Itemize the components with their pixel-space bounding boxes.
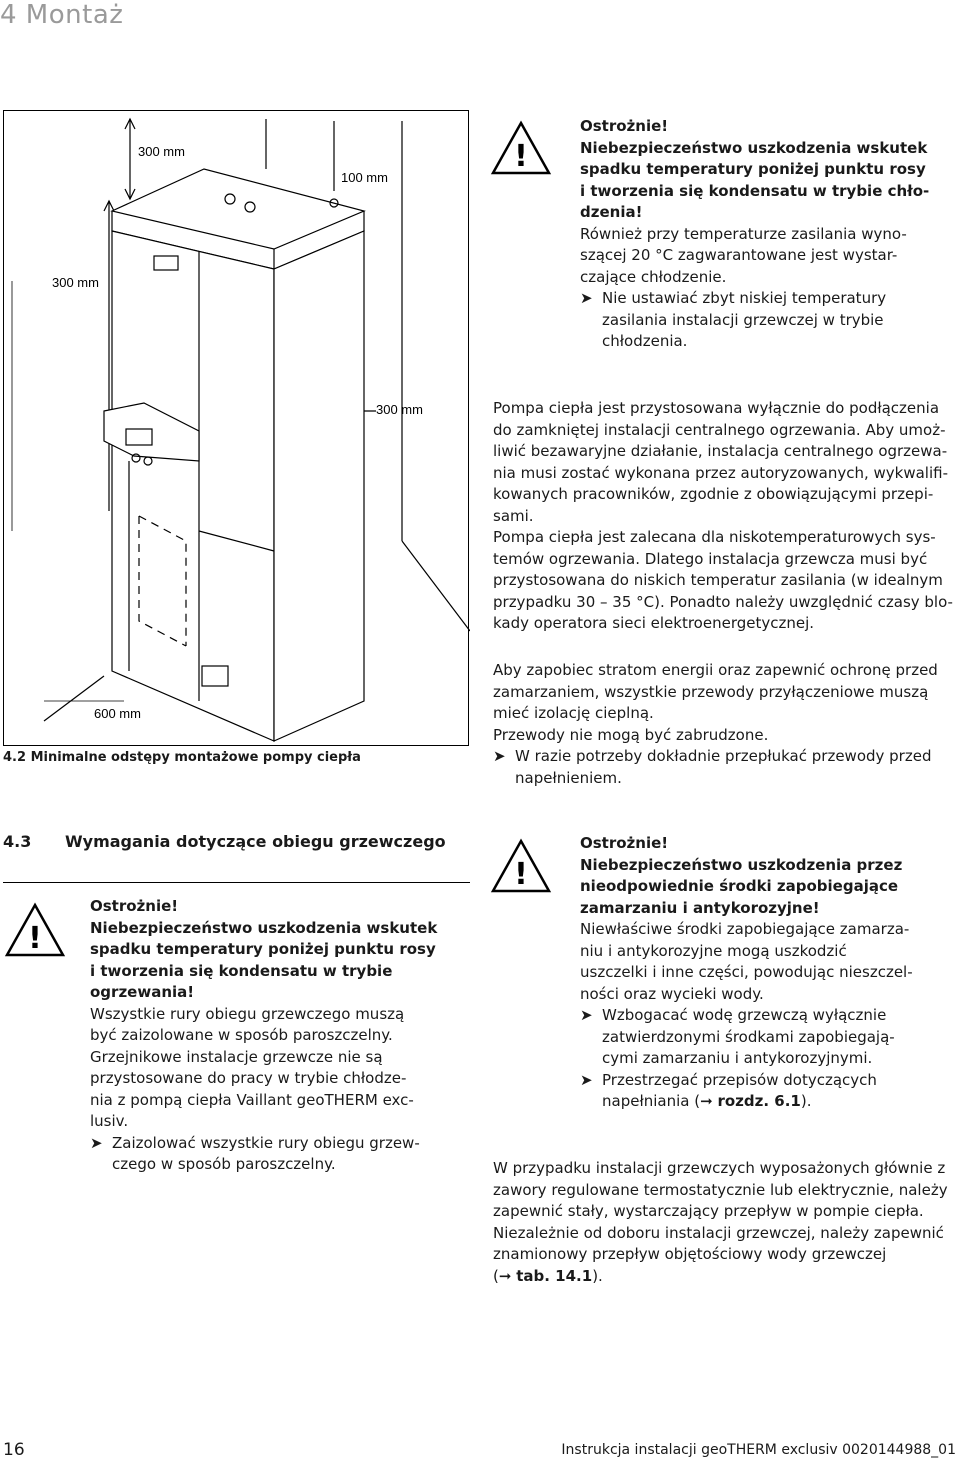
warning-body-line: ności oraz wycieki wody. xyxy=(580,984,764,1003)
warning-bold-line: spadku temperatury poniżej punktu rosy xyxy=(90,940,436,958)
warning-icon xyxy=(4,902,66,962)
dim-front-label: 600 mm xyxy=(94,706,141,721)
section-heading xyxy=(3,832,446,851)
svg-text:!: ! xyxy=(514,857,528,892)
warning-body-line: niu i antykorozyjne mogą uszkodzić xyxy=(580,941,847,960)
text-line: W przypadku instalacji grzewczych wyposażonych głównie z xyxy=(493,1159,946,1177)
warning-body-line: Wszystkie rury obiegu grzewczego muszą xyxy=(90,1004,405,1023)
bullet-line: chłodzenia. xyxy=(602,332,688,350)
warning-bullet xyxy=(90,1133,470,1176)
warning-body-line: nia z pompą ciepła Vaillant geoTHERM exc- xyxy=(90,1090,414,1109)
paragraph-intended-use xyxy=(493,398,959,635)
document-id: Instrukcja instalacji geoTHERM exclusiv 0020144988_01 xyxy=(561,1442,956,1458)
paragraph-insulation xyxy=(493,660,959,789)
bullet-line: Nie ustawiać zbyt niskiej temperatury xyxy=(602,289,887,307)
bullet-line: zatwierdzonymi środkami zapobiegają- xyxy=(602,1027,895,1046)
text-line: kowanych pracowników, zgodnie z obowiązującymi przepi- xyxy=(493,485,934,503)
bullet-line: Wzbogacać wodę grzewczą wyłącznie xyxy=(602,1006,887,1024)
dim-right-wall-label: 300 mm xyxy=(376,402,423,417)
warning-cooling xyxy=(580,116,958,353)
section-title: Wymagania dotyczące obiegu grzewczego xyxy=(65,832,446,851)
bullet-line: czego w sposób paroszczelny. xyxy=(112,1155,336,1173)
text-line: zapewnić stały, wystarczający przepływ w pompie ciepła. xyxy=(493,1202,924,1220)
text-line: Pompa ciepła jest zalecana dla niskotemperaturowych sys- xyxy=(493,528,936,546)
text-line: do zamkniętej instalacji centralnego ogrzewania. Aby umoż- xyxy=(493,420,946,439)
text-line: kady operatora sieci elektroenergetycznej. xyxy=(493,614,815,632)
bullet-line: Przestrzegać przepisów dotyczących xyxy=(602,1070,877,1089)
section-rule xyxy=(3,882,470,883)
dim-top-right-label: 100 mm xyxy=(341,170,388,185)
warning-body-line: przystosowane do pracy w trybie chłodze- xyxy=(90,1069,407,1087)
dim-left-label: 300 mm xyxy=(52,275,99,290)
warning-bold-line: nieodpowiednie środki zapobiegające xyxy=(580,877,899,895)
text-line: Aby zapobiec stratom energii oraz zapewnić ochronę przed xyxy=(493,661,938,679)
paragraph-flow-rate xyxy=(493,1158,959,1287)
warning-body-line: Również przy temperaturze zasilania wyno- xyxy=(580,224,907,243)
text-line: nia musi zostać wykonana przez autoryzowanych, wykwalifi- xyxy=(493,463,949,482)
text-line: mieć izolację cieplną. xyxy=(493,704,654,722)
warning-bold-line: ogrzewania! xyxy=(90,983,195,1001)
text-line: temów ogrzewania. Dlatego instalacja grzewcza musi być xyxy=(493,549,928,568)
text-line: Przewody nie mogą być zabrudzone. xyxy=(493,725,769,744)
ref-arrow-icon: ➞ xyxy=(700,1092,713,1110)
warning-bold-line: Niebezpieczeństwo uszkodzenia przez xyxy=(580,855,903,874)
text-line: liwić bezawaryjne działanie, instalacja centralnego ogrzewa- xyxy=(493,442,948,460)
bullet-line: cymi zamarzaniu i antykorozyjnymi. xyxy=(602,1049,873,1067)
text-line: znamionowy przepływ objętościowy wody grzewczej xyxy=(493,1245,887,1263)
text-line: przystosowana do niskich temperatur zasilania (w idealnym xyxy=(493,571,943,589)
warning-body-line: Grzejnikowe instalacje grzewcze nie są xyxy=(90,1047,383,1066)
page-number: 16 xyxy=(3,1440,25,1460)
warning-icon xyxy=(490,838,552,898)
dim-top-label: 300 mm xyxy=(138,144,185,159)
warning-heating xyxy=(90,896,470,1176)
warning-bullet xyxy=(580,1070,958,1113)
bullet-arrow-icon: ➤ xyxy=(580,1070,593,1089)
bullet-line: zasilania instalacji grzewczej w trybie xyxy=(602,310,884,329)
warning-bold-line: Niebezpieczeństwo uszkodzenia wskutek xyxy=(580,138,928,157)
heat-pump-illustration xyxy=(4,111,470,747)
warning-title: Ostrożnie! xyxy=(580,834,669,852)
warning-bullet xyxy=(580,1005,958,1070)
warning-body-line: uszczelki i inne części, powodując nieszczel- xyxy=(580,963,913,981)
warning-title: Ostrożnie! xyxy=(580,117,669,135)
figure-caption-text: Minimalne odstępy montażowe pompy ciepła xyxy=(30,750,361,765)
warning-body-line: szącej 20 °C zagwarantowane jest wystar- xyxy=(580,246,898,264)
warning-bold-line: i tworzenia się kondensatu w trybie chło- xyxy=(580,181,930,200)
svg-text:!: ! xyxy=(514,139,528,174)
figure-caption-number: 4.2 xyxy=(3,750,27,765)
text-line: (➞ tab. 14.1). xyxy=(493,1266,603,1285)
text-line: Niezależnie od doboru instalacji grzewczej, należy zapewnić xyxy=(493,1223,944,1242)
bullet-arrow-icon: ➤ xyxy=(90,1133,103,1152)
cross-reference-link[interactable]: rozdz. 6.1 xyxy=(717,1092,801,1110)
warning-body-line: lusiv. xyxy=(90,1112,129,1130)
ref-arrow-icon: ➞ xyxy=(498,1266,512,1285)
warning-body-line: być zaizolowane w sposób paroszczelny. xyxy=(90,1026,393,1044)
warning-bold-line: zamarzaniu i antykorozyjne! xyxy=(580,898,820,917)
text-line: przypadku 30 – 35 °C). Ponadto należy uwzględnić czasy blo- xyxy=(493,592,953,611)
text-line: zamarzaniem, wszystkie przewody przyłączeniowe muszą xyxy=(493,682,929,701)
warning-body-line: czające chłodzenie. xyxy=(580,267,727,286)
figure-clearances xyxy=(3,110,469,746)
bullet-line: Zaizolować wszystkie rury obiegu grzew- xyxy=(112,1133,420,1152)
warning-bullet xyxy=(580,288,958,353)
bullet-arrow-icon: ➤ xyxy=(493,747,506,765)
warning-bold-line: spadku temperatury poniżej punktu rosy xyxy=(580,160,926,178)
warning-bold-line: Niebezpieczeństwo uszkodzenia wskutek xyxy=(90,918,438,937)
bullet-line: napełnieniem. xyxy=(515,768,622,787)
svg-text:!: ! xyxy=(28,921,42,956)
bullet-line: napełniania (➞ rozdz. 6.1). xyxy=(602,1092,812,1110)
section-number: 4.3 xyxy=(3,832,32,851)
warning-title: Ostrożnie! xyxy=(90,897,179,915)
warning-bold-line: dzenia! xyxy=(580,203,643,221)
instruction-bullet xyxy=(493,746,959,789)
warning-antifreeze xyxy=(580,833,958,1113)
bullet-arrow-icon: ➤ xyxy=(580,1006,593,1024)
bullet-line: W razie potrzeby dokładnie przepłukać przewody przed xyxy=(515,747,932,765)
warning-body-line: Niewłaściwe środki zapobiegające zamarza- xyxy=(580,920,910,938)
text-line: zawory regulowane termostatycznie lub elektrycznie, należy xyxy=(493,1180,948,1199)
text-line: sami. xyxy=(493,506,534,525)
bullet-arrow-icon: ➤ xyxy=(580,289,593,307)
warning-bold-line: i tworzenia się kondensatu w trybie xyxy=(90,961,393,980)
cross-reference-link[interactable]: tab. 14.1 xyxy=(516,1266,593,1285)
figure-caption xyxy=(3,750,361,765)
text-line: Pompa ciepła jest przystosowana wyłącznie do podłączenia xyxy=(493,399,940,417)
warning-icon xyxy=(490,120,552,180)
chapter-title: 4 Montaż xyxy=(0,0,124,30)
